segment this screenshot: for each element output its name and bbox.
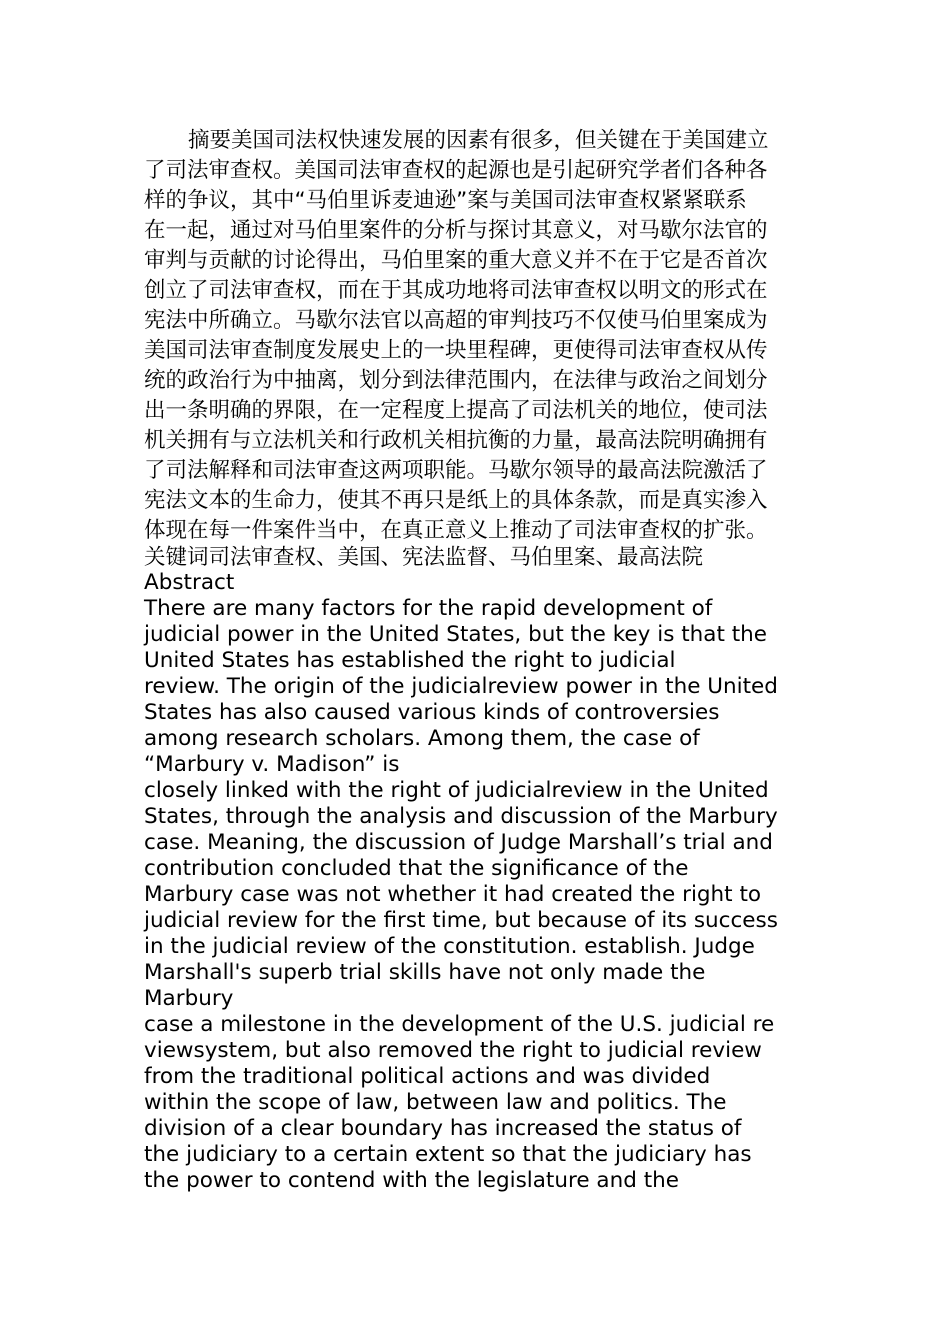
abstract-en-heading: Abstract	[144, 570, 235, 595]
abstract-cn-line: 摘要美国司法权快速发展的因素有很多，但关键在于美国建立	[188, 128, 769, 153]
abstract-en-line: the judiciary to a certain extent so that the judiciary has	[144, 1142, 752, 1167]
abstract-en-line: There are many factors for the rapid development of	[144, 596, 713, 621]
abstract-en-line: viewsystem, but also removed the right to judicial review	[144, 1038, 762, 1063]
abstract-en-line: “Marbury v. Madison” is	[144, 752, 400, 777]
abstract-en-line: Marbury case was not whether it had created the right to	[144, 882, 762, 907]
abstract-en-line: division of a clear boundary has increased the status of	[144, 1116, 742, 1141]
abstract-cn-line: 了司法审查权。美国司法审查权的起源也是引起研究学者们各种各	[144, 158, 768, 183]
abstract-en-line: case. Meaning, the discussion of Judge Marshall’s trial and	[144, 830, 773, 855]
abstract-en-line: judicial power in the United States, but the key is that the	[144, 622, 768, 647]
abstract-cn-line: 宪法中所确立。马歇尔法官以高超的审判技巧不仅使马伯里案成为	[144, 308, 768, 333]
abstract-cn-line: 美国司法审查制度发展史上的一块里程碑，更使得司法审查权从传	[144, 338, 768, 363]
abstract-en-line: in the judicial review of the constitution. establish. Judge	[144, 934, 755, 959]
abstract-en-line: judicial review for the first time, but because of its success	[144, 908, 778, 933]
abstract-cn-line: 创立了司法审查权，而在于其成功地将司法审查权以明文的形式在	[144, 278, 768, 303]
abstract-en-line: among research scholars. Among them, the case of	[144, 726, 700, 751]
abstract-en-line: the power to contend with the legislature and the	[144, 1168, 679, 1193]
abstract-cn-line: 样的争议，其中“马伯里诉麦迪逊”案与美国司法审查权紧紧联系	[144, 188, 747, 213]
abstract-en-line: States has also caused various kinds of controversies	[144, 700, 720, 725]
abstract-en-line: Marshall's superb trial skills have not only made the	[144, 960, 706, 985]
abstract-cn-line: 在一起，通过对马伯里案件的分析与探讨其意义，对马歇尔法官的	[144, 218, 768, 243]
abstract-cn-line: 出一条明确的界限，在一定程度上提高了司法机关的地位，使司法	[144, 398, 768, 423]
abstract-en-line: from the traditional political actions and was divided	[144, 1064, 711, 1089]
abstract-en-line: contribution concluded that the significance of the	[144, 856, 689, 881]
abstract-cn-line: 体现在每一件案件当中，在真正意义上推动了司法审查权的扩张。	[144, 518, 768, 543]
abstract-cn-line: 审判与贡献的讨论得出，马伯里案的重大意义并不在于它是否首次	[144, 248, 768, 273]
abstract-en-line: States, through the analysis and discussion of the Marbury	[144, 804, 778, 829]
keywords-cn: 关键词司法审查权、美国、宪法监督、马伯里案、最高法院	[144, 545, 704, 570]
abstract-en-line: Marbury	[144, 986, 234, 1011]
abstract-en-line: case a milestone in the development of the U.S. judicial re	[144, 1012, 775, 1037]
abstract-cn-line: 统的政治行为中抽离，划分到法律范围内，在法律与政治之间划分	[144, 368, 768, 393]
abstract-cn-line: 机关拥有与立法机关和行政机关相抗衡的力量，最高法院明确拥有	[144, 428, 768, 453]
abstract-en-line: within the scope of law, between law and politics. The	[144, 1090, 727, 1115]
abstract-en-line: United States has established the right to judicial	[144, 648, 676, 673]
abstract-en-line: review. The origin of the judicialreview power in the United	[144, 674, 778, 699]
abstract-en-line: closely linked with the right of judicialreview in the United	[144, 778, 769, 803]
abstract-cn-line: 了司法解释和司法审查这两项职能。马歇尔领导的最高法院激活了	[144, 458, 768, 483]
abstract-cn-line: 宪法文本的生命力，使其不再只是纸上的具体条款，而是真实渗入	[144, 488, 768, 513]
